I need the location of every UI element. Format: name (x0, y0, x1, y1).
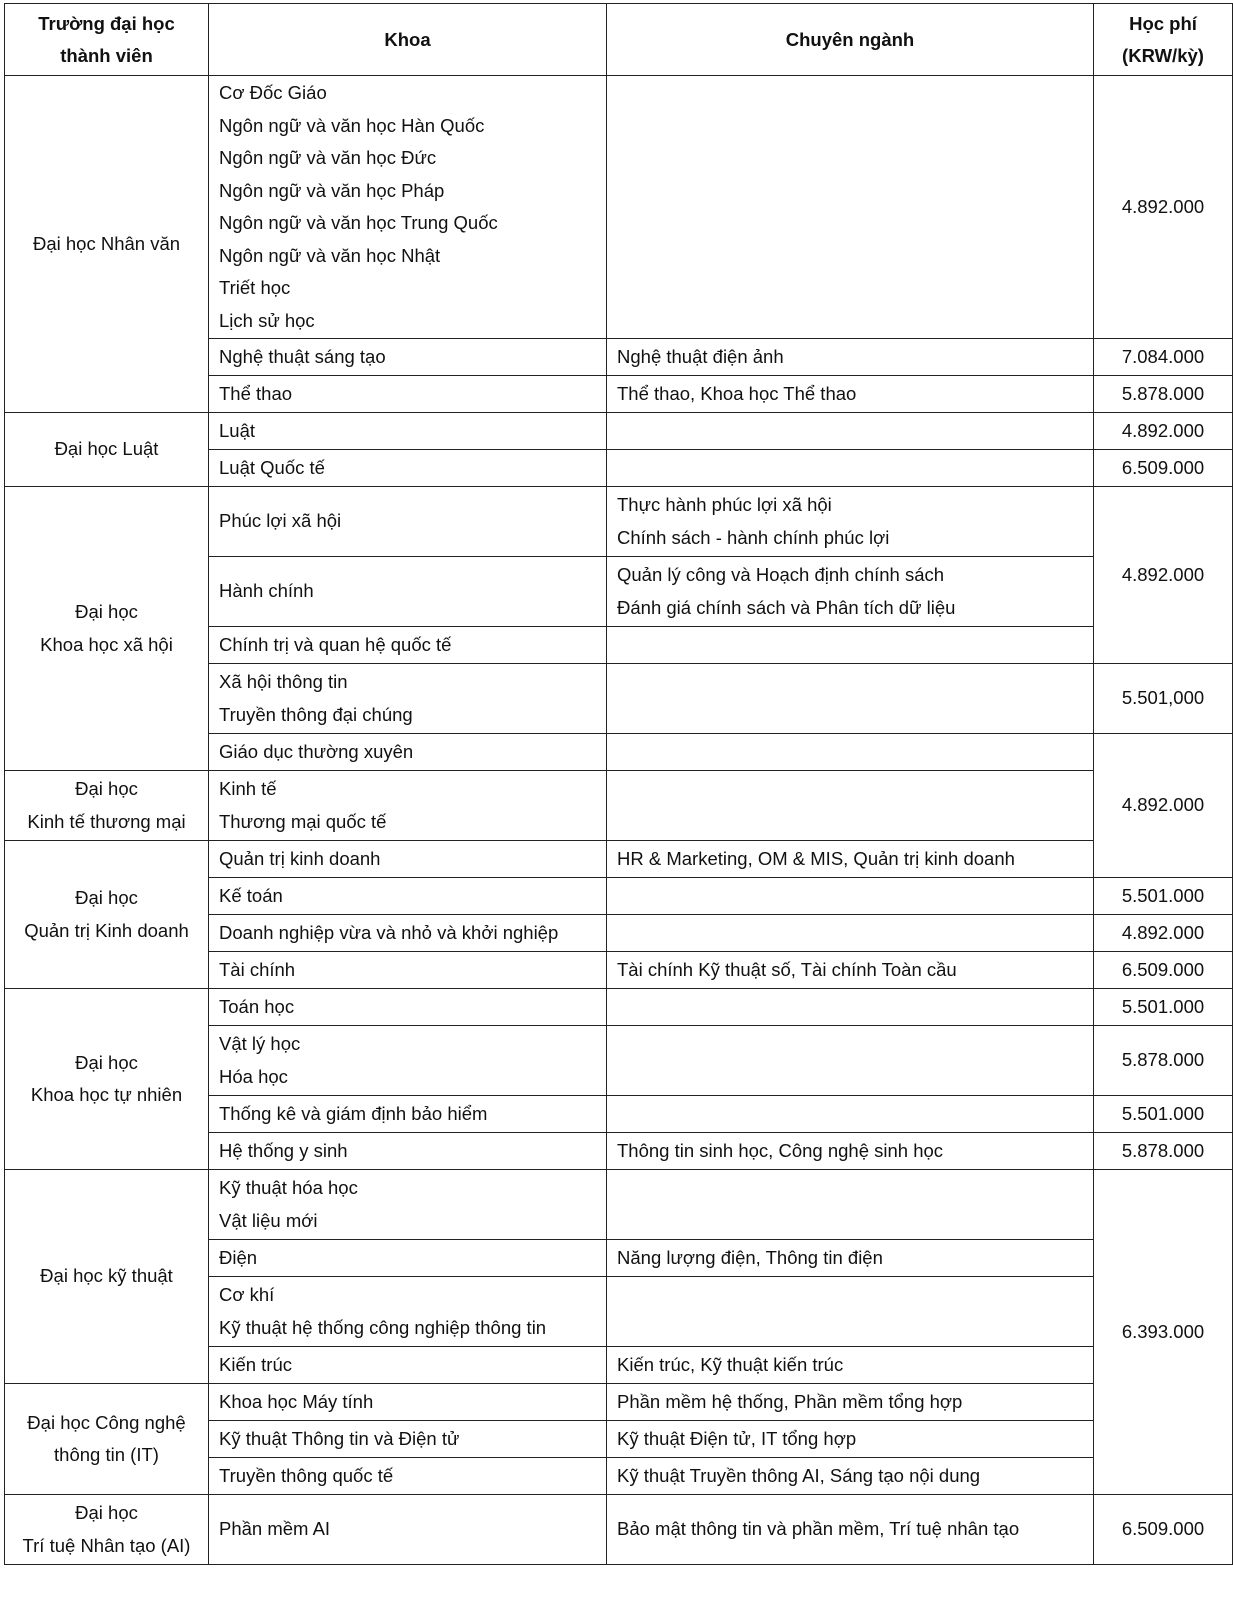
university-business: Đại học Quản trị Kinh doanh (5, 841, 209, 989)
major-cell (607, 1096, 1094, 1133)
department-cell: Kỹ thuật hóa học Vật liệu mới (209, 1170, 607, 1240)
major-cell: HR & Marketing, OM & MIS, Quản trị kinh doanh (607, 841, 1094, 878)
major-cell (607, 664, 1094, 734)
header-fee: Học phí (KRW/kỳ) (1094, 4, 1233, 76)
major-cell (607, 413, 1094, 450)
table-row (5, 841, 1233, 878)
major-cell (607, 1277, 1094, 1347)
header-department: Khoa (209, 4, 607, 76)
department-cell: Doanh nghiệp vừa và nhỏ và khởi nghiệp (209, 915, 607, 952)
table-row (5, 487, 1233, 557)
department-cell: Chính trị và quan hệ quốc tế (209, 627, 607, 664)
university-engineering: Đại học kỹ thuật (5, 1170, 209, 1384)
department-cell: Cơ Đốc Giáo Ngôn ngữ và văn học Hàn Quốc Ngôn ngữ và văn học Đức Ngôn ngữ và văn học Pháp Ngôn ngữ và văn học Trung Quốc Ngôn ngữ và văn học Nhật Triết học Lịch sử học (209, 76, 607, 339)
department-cell: Truyền thông quốc tế (209, 1458, 607, 1495)
major-cell: Thông tin sinh học, Công nghệ sinh học (607, 1133, 1094, 1170)
table-row (5, 1170, 1233, 1240)
major-cell (607, 1026, 1094, 1096)
table-row (5, 1495, 1233, 1565)
department-cell: Giáo dục thường xuyên (209, 734, 607, 771)
table-row (5, 1384, 1233, 1421)
fee-cell: 4.892.000 (1094, 487, 1233, 664)
fee-cell: 5.878.000 (1094, 1133, 1233, 1170)
fee-cell: 5.878.000 (1094, 376, 1233, 413)
department-cell: Kiến trúc (209, 1347, 607, 1384)
fee-cell: 7.084.000 (1094, 339, 1233, 376)
department-cell: Khoa học Máy tính (209, 1384, 607, 1421)
table-row (5, 989, 1233, 1026)
fee-cell: 5.501.000 (1094, 1096, 1233, 1133)
table-row (5, 771, 1233, 841)
department-cell: Xã hội thông tin Truyền thông đại chúng (209, 664, 607, 734)
major-cell: Bảo mật thông tin và phần mềm, Trí tuệ nhân tạo (607, 1495, 1094, 1565)
fee-cell: 6.509.000 (1094, 1495, 1233, 1565)
major-cell: Thực hành phúc lợi xã hội Chính sách - hành chính phúc lợi (607, 487, 1094, 557)
university-economics: Đại học Kinh tế thương mại (5, 771, 209, 841)
fee-cell: 5.878.000 (1094, 1026, 1233, 1096)
table-row (5, 413, 1233, 450)
department-cell: Vật lý học Hóa học (209, 1026, 607, 1096)
header-major: Chuyên ngành (607, 4, 1094, 76)
department-cell: Hệ thống y sinh (209, 1133, 607, 1170)
major-cell: Tài chính Kỹ thuật số, Tài chính Toàn cầu (607, 952, 1094, 989)
major-cell (607, 878, 1094, 915)
department-cell: Hành chính (209, 557, 607, 627)
department-cell: Toán học (209, 989, 607, 1026)
major-cell: Năng lượng điện, Thông tin điện (607, 1240, 1094, 1277)
major-cell: Kỹ thuật Truyền thông AI, Sáng tạo nội dung (607, 1458, 1094, 1495)
major-cell (607, 771, 1094, 841)
fee-cell: 6.509.000 (1094, 450, 1233, 487)
header-row (5, 4, 1233, 76)
department-cell: Quản trị kinh doanh (209, 841, 607, 878)
major-cell: Kỹ thuật Điện tử, IT tổng hợp (607, 1421, 1094, 1458)
major-cell (607, 76, 1094, 339)
department-cell: Phần mềm AI (209, 1495, 607, 1565)
university-it: Đại học Công nghệ thông tin (IT) (5, 1384, 209, 1495)
department-cell: Thể thao (209, 376, 607, 413)
major-cell (607, 1170, 1094, 1240)
major-cell: Quản lý công và Hoạch định chính sách Đánh giá chính sách và Phân tích dữ liệu (607, 557, 1094, 627)
major-cell (607, 450, 1094, 487)
fee-cell: 5.501.000 (1094, 989, 1233, 1026)
department-cell: Thống kê và giám định bảo hiểm (209, 1096, 607, 1133)
major-cell (607, 915, 1094, 952)
fee-cell: 6.509.000 (1094, 952, 1233, 989)
tuition-table (4, 3, 1233, 1565)
major-cell: Nghệ thuật điện ảnh (607, 339, 1094, 376)
major-cell: Phần mềm hệ thống, Phần mềm tổng hợp (607, 1384, 1094, 1421)
university-ai: Đại học Trí tuệ Nhân tạo (AI) (5, 1495, 209, 1565)
major-cell: Kiến trúc, Kỹ thuật kiến trúc (607, 1347, 1094, 1384)
department-cell: Kinh tế Thương mại quốc tế (209, 771, 607, 841)
department-cell: Cơ khí Kỹ thuật hệ thống công nghiệp thông tin (209, 1277, 607, 1347)
table-row (5, 76, 1233, 339)
department-cell: Kế toán (209, 878, 607, 915)
department-cell: Phúc lợi xã hội (209, 487, 607, 557)
fee-cell: 4.892.000 (1094, 413, 1233, 450)
fee-cell: 4.892.000 (1094, 915, 1233, 952)
department-cell: Tài chính (209, 952, 607, 989)
university-social-sciences: Đại học Khoa học xã hội (5, 487, 209, 771)
department-cell: Luật (209, 413, 607, 450)
department-cell: Nghệ thuật sáng tạo (209, 339, 607, 376)
major-cell (607, 734, 1094, 771)
fee-cell: 4.892.000 (1094, 76, 1233, 339)
university-law: Đại học Luật (5, 413, 209, 487)
major-cell (607, 627, 1094, 664)
fee-cell: 6.393.000 (1094, 1170, 1233, 1495)
header-university: Trường đại học thành viên (5, 4, 209, 76)
fee-cell: 5.501,000 (1094, 664, 1233, 734)
fee-cell: 5.501.000 (1094, 878, 1233, 915)
university-humanities: Đại học Nhân văn (5, 76, 209, 413)
department-cell: Điện (209, 1240, 607, 1277)
department-cell: Luật Quốc tế (209, 450, 607, 487)
fee-cell: 4.892.000 (1094, 734, 1233, 878)
department-cell: Kỹ thuật Thông tin và Điện tử (209, 1421, 607, 1458)
university-natural-sciences: Đại học Khoa học tự nhiên (5, 989, 209, 1170)
major-cell (607, 989, 1094, 1026)
major-cell: Thể thao, Khoa học Thể thao (607, 376, 1094, 413)
